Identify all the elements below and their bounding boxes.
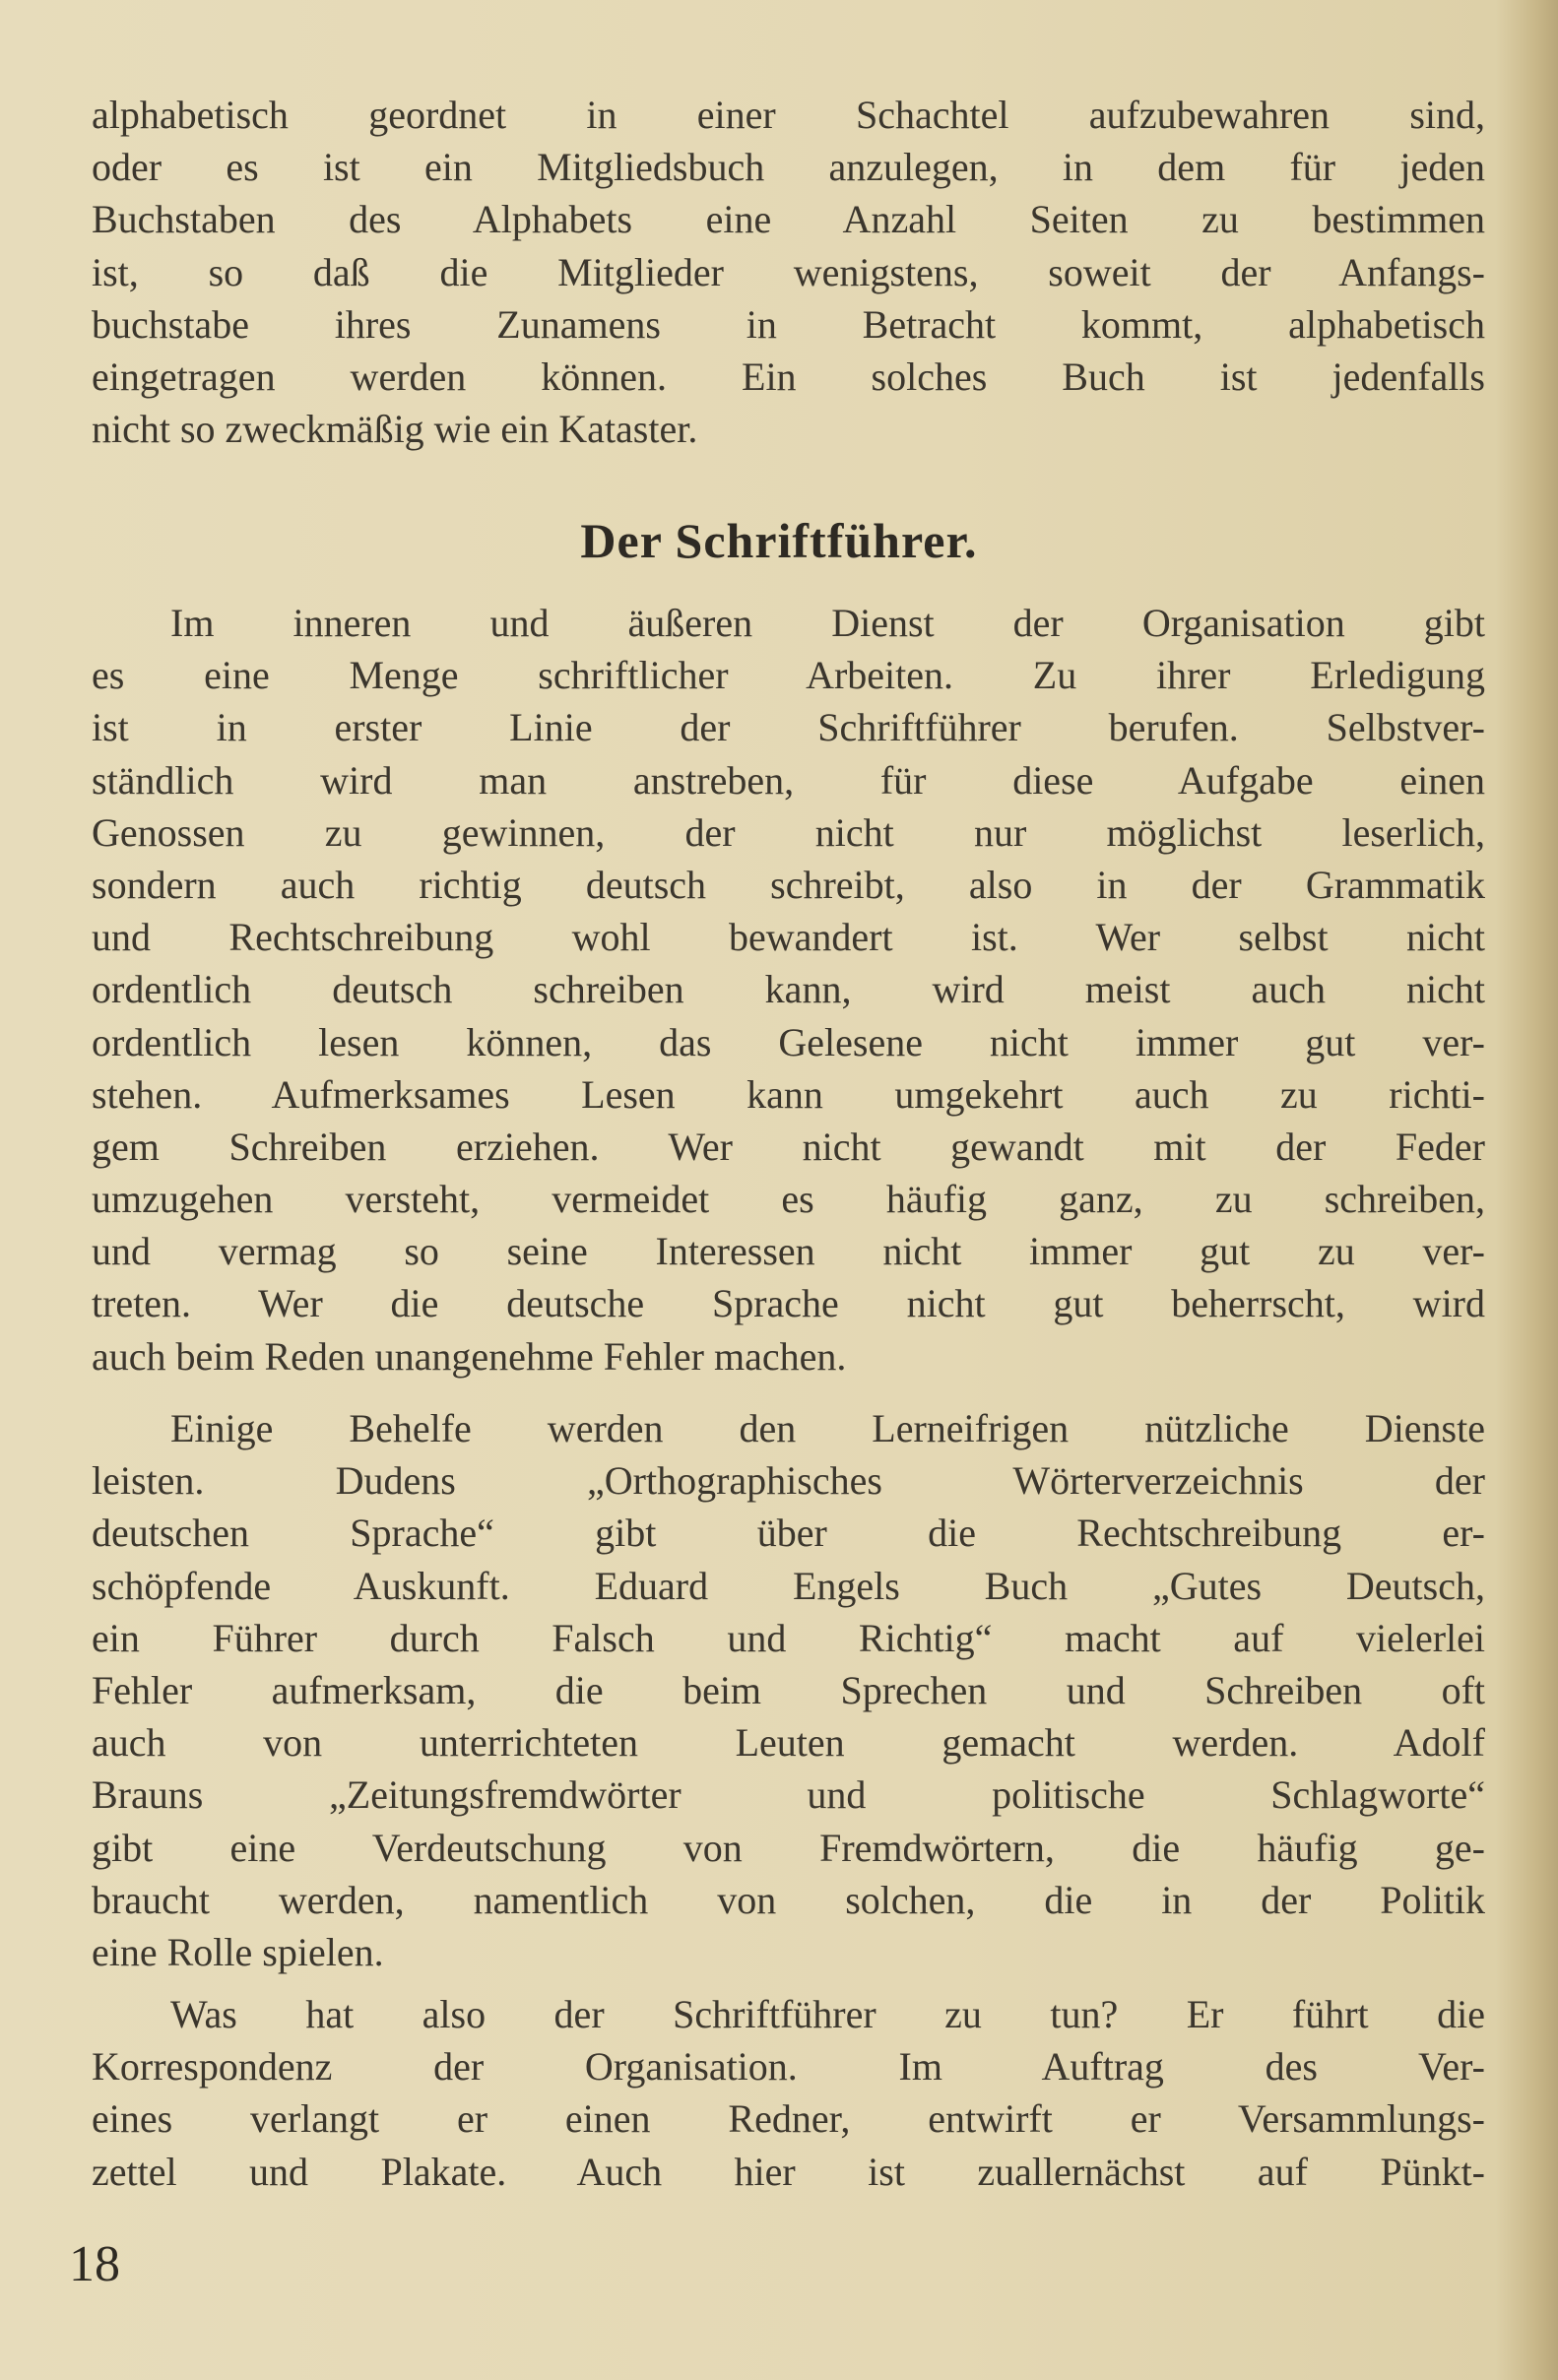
text-line: Einige Behelfe werden den Lerneifrigen nützliche Dienste <box>170 1406 1485 1450</box>
text-line: treten. Wer die deutsche Sprache nicht gut beherrscht, wird <box>92 1281 1485 1326</box>
text-line: es eine Menge schriftlicher Arbeiten. Zu ihrer Erledigung <box>92 653 1485 698</box>
text-line: Fehler aufmerksam, die beim Sprechen und Schreiben oft <box>92 1667 1485 1712</box>
text-line: Korrespondenz der Organisation. Im Auftrag des Ver- <box>92 2044 1485 2090</box>
text-line: ordentlich deutsch schreiben kann, wird meist auch nicht <box>92 967 1485 1012</box>
paragraph-2 <box>92 597 1485 1383</box>
section-heading: Der Schriftführer. <box>580 513 978 568</box>
text-line: eingetragen werden können. Ein solches Buch ist jedenfalls <box>92 354 1485 399</box>
text-line: umzugehen versteht, vermeidet es häufig ganz, zu schreiben, <box>92 1177 1485 1222</box>
text-line: oder es ist ein Mitgliedsbuch anzulegen, in dem für jeden <box>92 145 1485 190</box>
text-line: alphabetisch geordnet in einer Schachtel aufzubewahren sind, <box>92 93 1485 137</box>
text-line: sondern auch richtig deutsch schreibt, also in der Grammatik <box>92 862 1485 907</box>
text-line: eine Rolle spielen. <box>92 1929 384 1974</box>
text-line: auch beim Reden unangenehme Fehler machen. <box>92 1333 847 1379</box>
page-number: 18 <box>69 2236 120 2292</box>
paragraph-4 <box>92 1988 1485 2198</box>
text-line: und Rechtschreibung wohl bewandert ist. Wer selbst nicht <box>92 915 1485 960</box>
text-line: Buchstaben des Alphabets eine Anzahl Seiten zu bestimmen <box>92 197 1485 242</box>
text-line: Was hat also der Schriftführer zu tun? Er führt die <box>170 1992 1485 2036</box>
text-line: auch von unterrichteten Leuten gemacht werden. Adolf <box>92 1720 1485 1766</box>
text-line: ist, so daß die Mitglieder wenigstens, soweit der Anfangs- <box>92 249 1485 294</box>
text-line: schöpfende Auskunft. Eduard Engels Buch „Gutes Deutsch, <box>92 1563 1485 1608</box>
text-line: Im inneren und äußeren Dienst der Organisation gibt <box>170 601 1485 645</box>
text-line: stehen. Aufmerksames Lesen kann umgekehrt auch zu richti- <box>92 1071 1485 1117</box>
text-line: gibt eine Verdeutschung von Fremdwörtern, die häufig ge- <box>92 1825 1485 1870</box>
text-line: ordentlich lesen können, das Gelesene nicht immer gut ver- <box>92 1019 1485 1064</box>
text-line: ist in erster Linie der Schriftführer berufen. Selbstver- <box>92 705 1485 750</box>
text-line: nicht so zweckmäßig wie ein Kataster. <box>92 407 698 452</box>
text-line: eines verlangt er einen Redner, entwirft er Versammlungs- <box>92 2096 1485 2142</box>
text-line: Genossen zu gewinnen, der nicht nur möglichst leserlich, <box>92 809 1485 855</box>
text-line: braucht werden, namentlich von solchen, die in der Politik <box>92 1877 1485 1922</box>
text-line: zettel und Plakate. Auch hier ist zuallernächst auf Pünkt- <box>92 2149 1485 2194</box>
text-line: buchstabe ihres Zunamens in Betracht kommt, alphabetisch <box>92 301 1485 347</box>
text-line: ein Führer durch Falsch und Richtig“ macht auf vielerlei <box>92 1615 1485 1660</box>
text-line: und vermag so seine Interessen nicht immer gut zu ver- <box>92 1229 1485 1274</box>
text-line: ständlich wird man anstreben, für diese Aufgabe einen <box>92 757 1485 803</box>
text-line: deutschen Sprache“ gibt über die Rechtschreibung er- <box>92 1511 1485 1556</box>
paragraph-1 <box>92 89 1485 455</box>
text-line: Brauns „Zeitungsfremdwörter und politische Schlagworte“ <box>92 1772 1485 1818</box>
text-line: gem Schreiben erziehen. Wer nicht gewandt mit der Feder <box>92 1124 1485 1169</box>
paragraph-3 <box>92 1402 1485 1978</box>
text-line: leisten. Dudens „Orthographisches Wörterverzeichnis der <box>92 1458 1485 1504</box>
